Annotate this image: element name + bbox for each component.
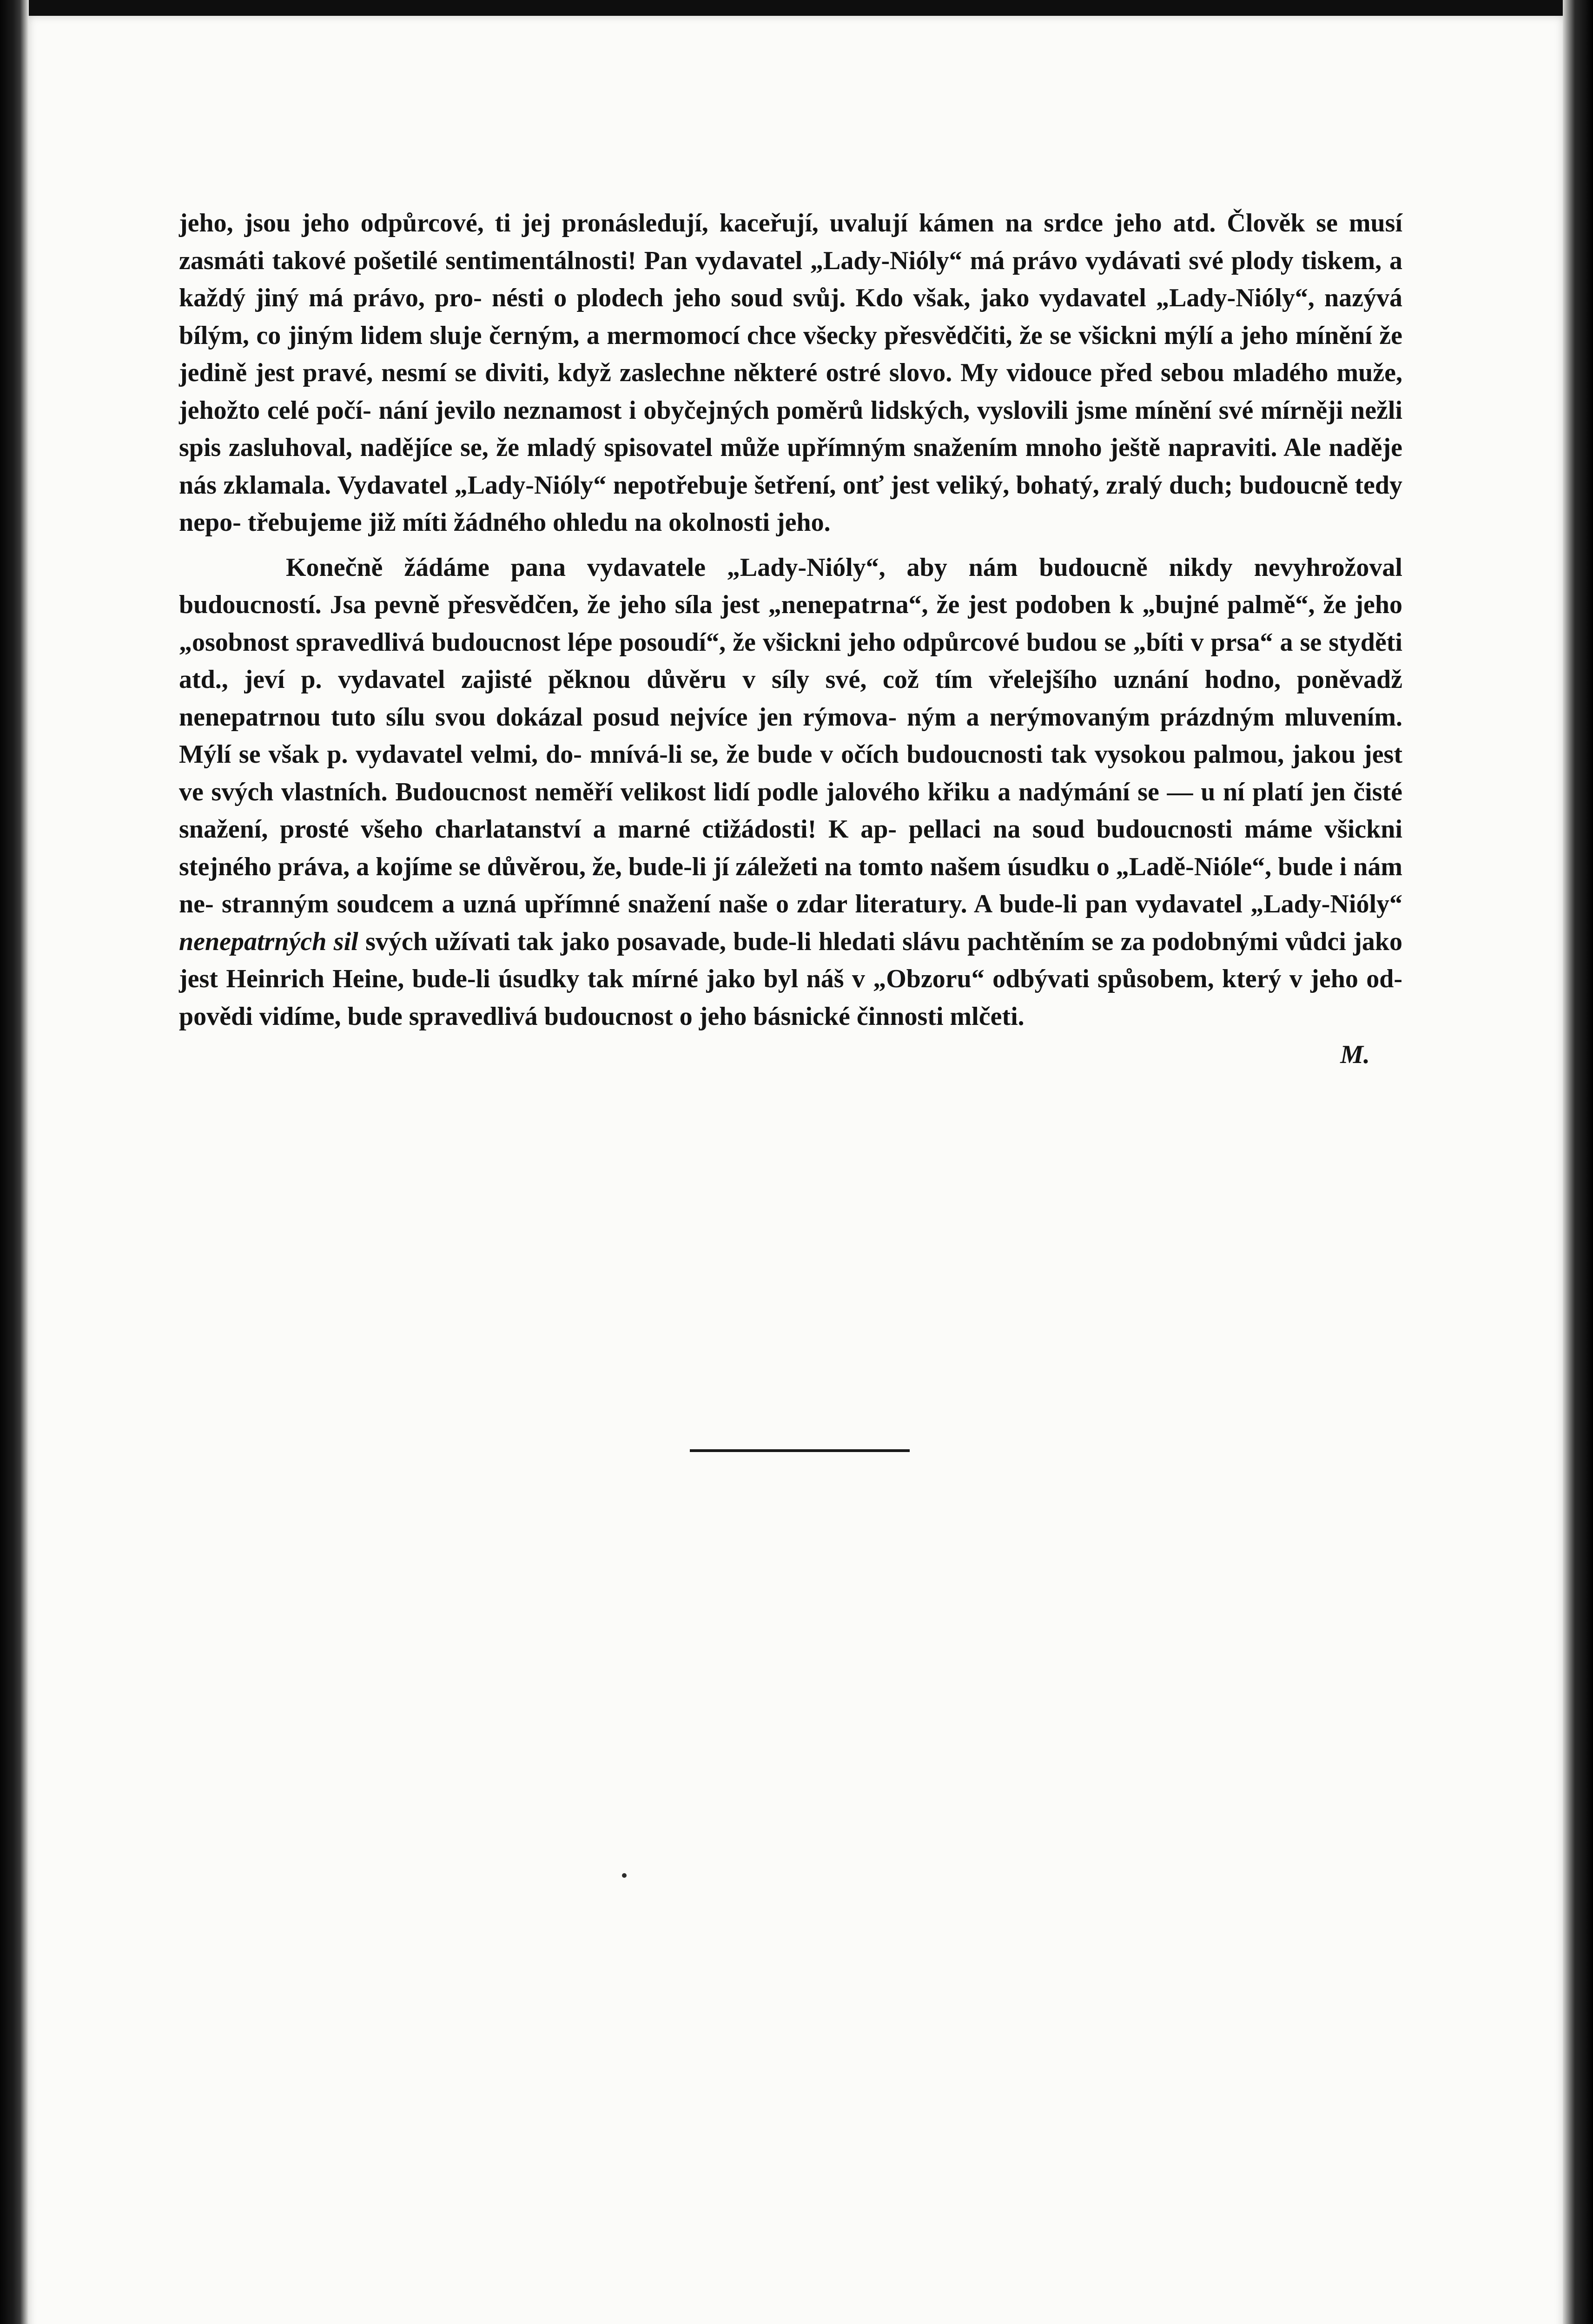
paragraph-2-text-a: Konečně žádáme pana vydavatele „Lady-Nióly“, aby nám budoucně nikdy nevyhrožoval budoucností. Jsa pevně přesvědčen, že jeho síla jest „nenepatrna“, že jest podoben k „bujné palmě“, že jeho „osobnost spravedlivá budoucnost lépe posoudí“, že všickni jeho odpůrcové budou se „bíti v prsa“ a se styděti atd., jeví p. vydavatel zajisté pěknou důvěru v síly své, což tím vřelejšího uznání hodno, poněvadž nenepatrnou tuto sílu svou dokázal posud nejvíce jen rýmova- ným a nerýmovaným prázdným mluvením. Mýlí se však p. vydavatel velmi, do- mnívá-li se, že bude v očích budoucnosti tak vysokou palmou, jakou jest ve svých vlastních. Budoucnost neměří velikost lidí podle jalového křiku a nadýmání se — u ní platí jen čisté snažení, prosté všeho charlatanství a marné ctižádosti! K ap- pellaci na soud budoucnosti máme všickni stejného práva, a kojíme se důvěrou, že, bude-li jí záležeti na tomto našem úsudku o „Ladě-Nióle“, bude i nám ne- stranným soudcem a uzná upřímné snažení naše o zdar literatury. A bude-li pan vydavatel „Lady-Nióly“ [179,553,1402,918]
paragraph-1-line: třebujeme již míti žádného ohledu na okolnosti jeho. [247,508,831,537]
section-divider-rule [690,1449,910,1452]
paragraph-1-line: mírněji nežli spis zasluhoval, nadějíce se, že mladý spisovatel může upřímným [179,396,1403,462]
scan-right-edge [1563,0,1593,2324]
paragraph-1-line: „Lady-Nióly“ má právo vydávati své plody tiskem, a každý jiný má právo, pro- [179,246,1402,312]
paragraph-1-line: některé ostré slovo. My vidouce před sebou mladého muže, jehožto celé počí- [179,358,1402,425]
paragraph-1-line: snažením mnoho ještě napraviti. Ale naděje nás zklamala. Vydavatel „Lady-Nióly“ [179,433,1403,500]
scan-speck [622,1873,627,1878]
paragraph-2-emphasis: nenepatrných sil [179,927,358,956]
paragraph-2-text-b: svých užívati tak jako posavade, bude-li hledati slávu pachtěním se za podobnými vůdci jako jest Heinrich Heine, bude-li úsudky tak mírné jako byl náš v „Obzoru“ odbývati spůsobem, který v jeho od- povědi vidíme, bude spravedlivá budoucnost o jeho básnické činnosti mlčeti. [179,927,1403,1031]
article-text [179,205,1402,1074]
paragraph-1-line: jeho atd. Člověk se musí zasmáti takové pošetilé sentimentálnosti! Pan vydavatel [179,209,1403,275]
paragraph-1-line: nésti o plodech jeho soud svůj. Kdo však, jako vydavatel „Lady-Nióly“, nazývá [492,284,1403,312]
paragraph-1 [179,205,1402,541]
paragraph-1-line: všickni mýlí a jeho mínění že jedině jest pravé, nesmí se diviti, když zaslechne [179,321,1402,387]
scan-left-edge [0,0,29,2324]
paragraph-1-line: nepotřebuje šetření, onť jest veliký, bohatý, zralý duch; budoucně tedy nepo- [179,470,1403,537]
paragraph-1-line: nání jevilo neznamost i obyčejných poměrů lidských, vyslovili jsme mínění své [378,396,1254,425]
paragraph-2 [179,549,1402,1036]
author-signature: M. [1340,1040,1370,1069]
paragraph-1-line: bílým, co jiným lidem sluje černým, a mermomocí chce všecky přesvědčiti, že se [179,321,1071,350]
paragraph-1-line: jeho, jsou jeho odpůrcové, ti jej pronásledují, kaceřují, uvalují kámen na srdce [179,209,1104,238]
